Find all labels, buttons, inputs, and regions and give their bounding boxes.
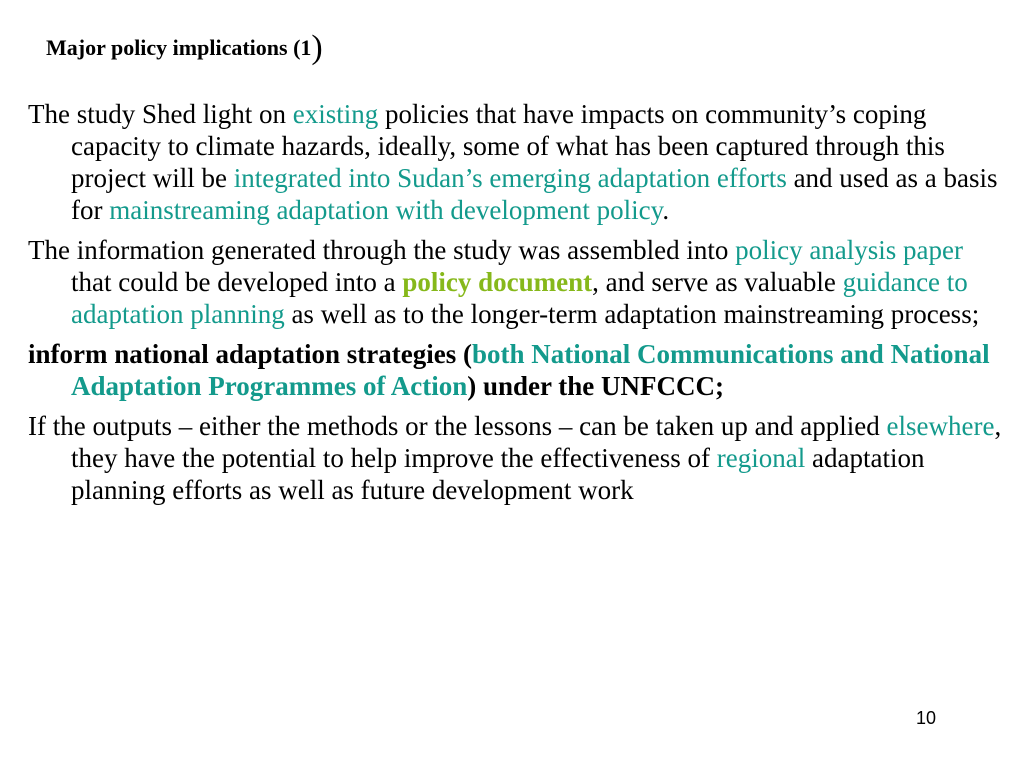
text-run: , they have the potential to help improve the effectiveness of xyxy=(71,411,1002,473)
text-run: The study Shed light on xyxy=(28,99,293,129)
text-run: inform national adaptation strategies ( xyxy=(28,339,472,369)
text-run: that could be developed into a xyxy=(71,267,403,297)
text-run: policies that have impacts on community’s coping capacity to climate hazards, ideally, some of what has been captured through this project will be xyxy=(71,99,945,193)
text-run: mainstreaming adaptation with development policy xyxy=(109,195,663,225)
text-run: . xyxy=(662,195,670,225)
paragraph xyxy=(28,338,1003,402)
slide-body xyxy=(28,98,1003,514)
text-run: adaptation planning efforts as well as future development work xyxy=(71,443,925,505)
text-run: policy document xyxy=(402,267,593,297)
text-run: as well as to the longer-term adaptation mainstreaming process; xyxy=(284,299,980,329)
text-run: both National Communications and National Adaptation Programmes of Action xyxy=(71,339,990,401)
paragraph xyxy=(28,234,1003,330)
text-run: elsewhere xyxy=(886,411,995,441)
text-run: The information generated through the study was assembled into xyxy=(28,235,736,265)
text-run: guidance to adaptation planning xyxy=(71,267,968,329)
paragraph xyxy=(28,410,1003,506)
page-number: 10 xyxy=(915,708,936,728)
text-run: ) under the UNFCCC; xyxy=(467,371,724,401)
slide-title xyxy=(46,28,323,68)
slide-title-text: Major policy implications (1 xyxy=(46,35,312,60)
text-run: existing xyxy=(292,99,379,129)
slide-title-paren: ) xyxy=(311,29,323,66)
text-run: , and serve as valuable xyxy=(592,267,843,297)
text-run: policy analysis paper xyxy=(735,235,964,265)
text-run: If the outputs – either the methods or the lessons – can be taken up and applied xyxy=(28,411,887,441)
text-run: regional xyxy=(716,443,806,473)
paragraph xyxy=(28,98,1003,226)
text-run: integrated into Sudan’s emerging adaptation efforts xyxy=(233,163,787,193)
text-run: and used as a basis for xyxy=(71,163,998,225)
